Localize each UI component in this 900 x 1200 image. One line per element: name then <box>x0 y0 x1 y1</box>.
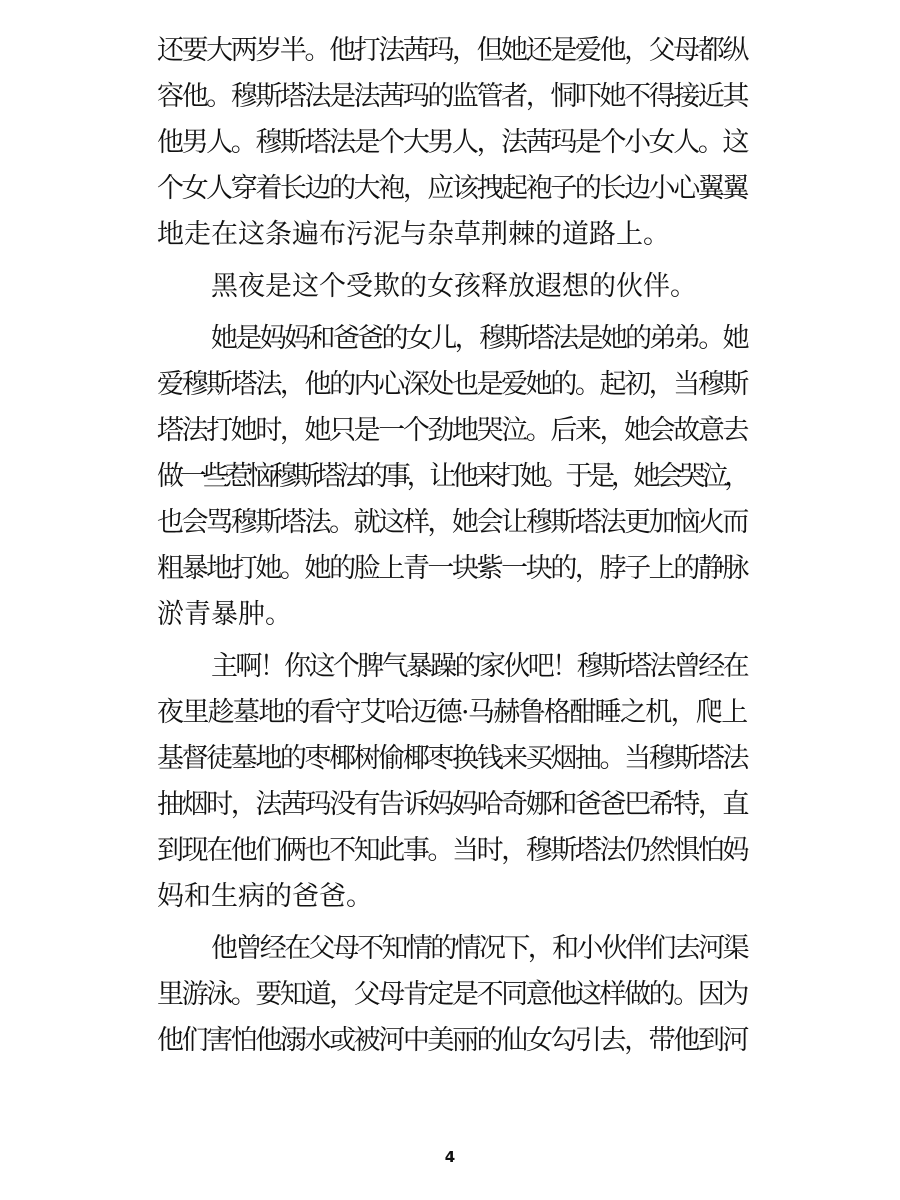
text-line: 他男人。穆斯塔法是个大男人，法茜玛是个小女人。这 <box>157 127 747 158</box>
text-line: 夜里趁墓地的看守艾哈迈德·马赫鲁格酣睡之机，爬上 <box>157 697 747 728</box>
text-line: 也会骂穆斯塔法。就这样，她会让穆斯塔法更加恼火而 <box>157 507 747 538</box>
text-line: 到现在他们俩也不知此事。当时，穆斯塔法仍然惧怕妈 <box>157 835 747 866</box>
paragraph <box>157 28 747 258</box>
text-line: 做一些惹恼穆斯塔法的事，让他来打她。于是，她会哭泣， <box>157 461 747 492</box>
text-line: 妈和生病的爸爸。 <box>157 881 373 912</box>
paragraph <box>157 644 747 920</box>
text-line: 还要大两岁半。他打法茜玛，但她还是爱他，父母都纵 <box>157 35 747 66</box>
text-line: 基督徒墓地的枣椰树偷椰枣换钱来买烟抽。当穆斯塔法 <box>157 743 747 774</box>
text-line: 淤青暴肿。 <box>157 599 292 630</box>
text-line: 他们害怕他溺水或被河中美丽的仙女勾引去，带他到河 <box>157 1025 747 1056</box>
text-line: 她是妈妈和爸爸的女儿，穆斯塔法是她的弟弟。她 <box>211 323 747 354</box>
paragraph <box>157 316 747 638</box>
paragraph <box>157 264 747 310</box>
text-line: 塔法打她时，她只是一个劲地哭泣。后来，她会故意去 <box>157 415 747 446</box>
text-line: 他曾经在父母不知情的情况下，和小伙伴们去河渠 <box>211 933 747 964</box>
text-line: 主啊！你这个脾气暴躁的家伙吧！穆斯塔法曾经在 <box>211 651 747 682</box>
text-line: 个女人穿着长边的大袍，应该拽起袍子的长边小心翼翼 <box>157 173 747 204</box>
body-text <box>157 28 747 1064</box>
text-line: 里游泳。要知道，父母肯定是不同意他这样做的。因为 <box>157 979 747 1010</box>
paragraph <box>157 926 747 1064</box>
page-number: 4 <box>444 1148 456 1166</box>
text-line: 抽烟时，法茜玛没有告诉妈妈哈奇娜和爸爸巴希特，直 <box>157 789 747 820</box>
text-line: 地走在这条遍布污泥与杂草荆棘的道路上。 <box>157 219 670 250</box>
text-line: 黑夜是这个受欺的女孩释放遐想的伙伴。 <box>211 271 697 302</box>
text-line: 粗暴地打她。她的脸上青一块紫一块的，脖子上的静脉 <box>157 553 747 584</box>
text-line: 爱穆斯塔法，他的内心深处也是爱她的。起初，当穆斯 <box>157 369 747 400</box>
text-line: 容他。穆斯塔法是法茜玛的监管者，恫吓她不得接近其 <box>157 81 747 112</box>
